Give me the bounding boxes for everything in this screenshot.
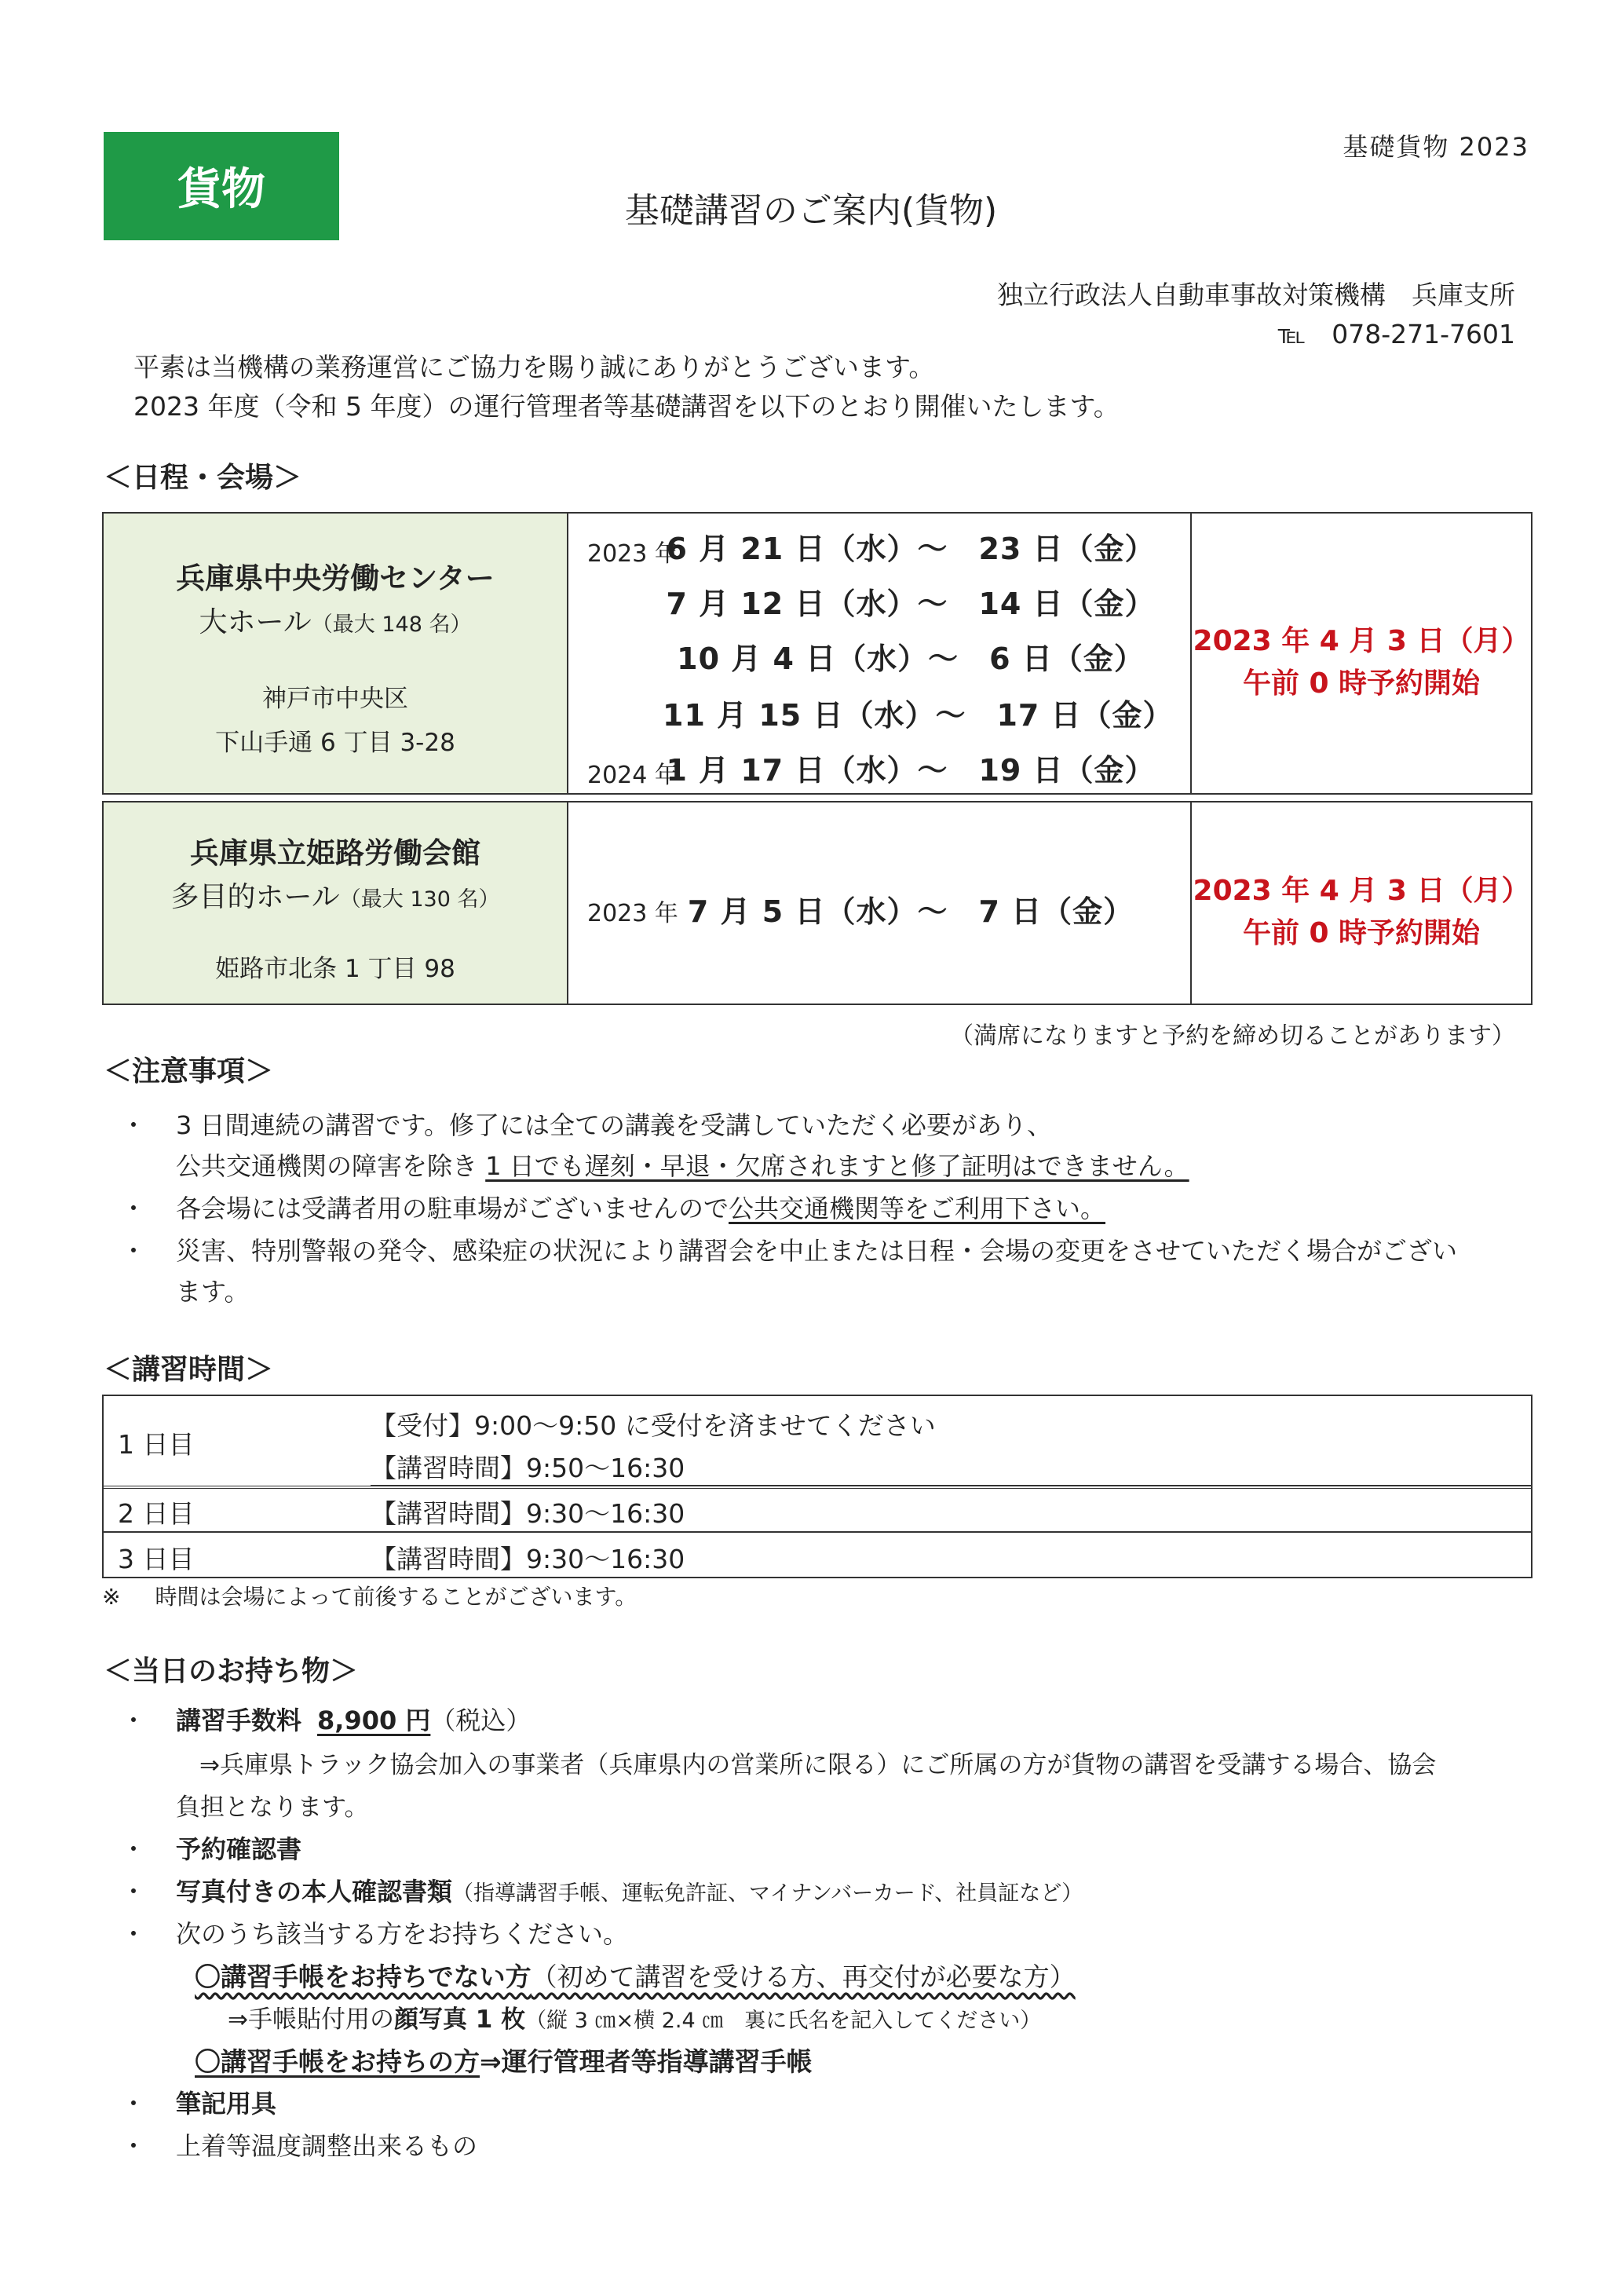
item-reservation-confirmation: 予約確認書 <box>176 1834 302 1864</box>
notice-1-line-1: 3 日間連続の講習です。修了には全ての講義を受講していただく必要があり、 <box>176 1110 1052 1140</box>
reservation-date: 2023 年 4 月 3 日（月） <box>1193 875 1530 907</box>
hours-row-day-1 <box>104 1396 1531 1486</box>
session-date: 11 月 15 日（水）～ 17 日（金） <box>663 698 1174 733</box>
reservation-time: 午前 0 時予約開始 <box>1242 667 1481 700</box>
day-label: 1 日目 <box>118 1429 195 1460</box>
document-code: 基礎貨物 2023 <box>1343 132 1529 162</box>
reservation-cell <box>1192 514 1531 793</box>
hours-table <box>102 1395 1532 1578</box>
bullet: ・ <box>121 1919 147 1949</box>
lecture-time: 【講習時間】9:50～16:30 <box>371 1448 1531 1486</box>
lecture-time: 【講習時間】9:30～16:30 <box>371 1544 685 1574</box>
dates-cell <box>568 514 1192 793</box>
reception-time: 【受付】9:00～9:50 に受付を済ませてください <box>371 1410 936 1441</box>
schedule-table-himeji <box>102 801 1532 1005</box>
venue-address: 下山手通 6 丁目 3-28 <box>215 729 455 757</box>
venue-city: 神戸市中央区 <box>262 685 408 713</box>
reservation-time: 午前 0 時予約開始 <box>1242 917 1481 949</box>
year-label: 2023 年 <box>587 900 678 927</box>
bullet: ・ <box>121 1110 147 1140</box>
bullet: ・ <box>121 1834 147 1864</box>
schedule-heading: ＜日程・会場＞ <box>104 462 302 494</box>
telephone: ℡ 078-271-7601 <box>1277 319 1515 349</box>
fee-line: 講習手数料 8,900 円（税込） <box>176 1706 532 1735</box>
session-date: 7 月 12 日（水）～ 14 日（金） <box>666 587 1156 621</box>
day-label: 2 日目 <box>118 1498 195 1529</box>
case-has-handbook: 〇講習手帳をお持ちの方⇒運行管理者等指導講習手帳 <box>195 2046 813 2077</box>
case-no-handbook: 〇講習手帳をお持ちでない方（初めて講習を受ける方、再交付が必要な方） <box>195 1961 1076 1992</box>
notice-1-line-2: 公共交通機関の障害を除き 1 日でも遅刻・早退・欠席されますと修了証明はできません。 <box>176 1151 1189 1181</box>
notice-2: 各会場には受講者用の駐車場がございませんので公共交通機関等をご利用下さい。 <box>176 1194 1106 1223</box>
day-label: 3 日目 <box>118 1544 195 1574</box>
venue-address: 姫路市北条 1 丁目 98 <box>215 955 455 983</box>
item-writing-tools: 筆記用具 <box>176 2089 277 2119</box>
intro-line-1: 平素は当機構の業務運営にご協力を賜り誠にありがとうございます。 <box>133 352 935 382</box>
intro-line-2: 2023 年度（令和 5 年度）の運行管理者等基礎講習を以下のとおり開催いたします。 <box>133 391 1120 422</box>
session-date: 6 月 21 日（水）～ 23 日（金） <box>666 532 1156 566</box>
case-no-handbook-photo: ⇒手帳貼付用の顔写真 1 枚（縦 3 ㎝×横 2.4 ㎝ 裏に氏名を記入してください） <box>228 2005 1042 2034</box>
dates-cell <box>568 803 1192 1004</box>
session-date: 7 月 5 日（水）～ 7 日（金） <box>687 894 1134 929</box>
bullet: ・ <box>121 1236 147 1266</box>
bullet: ・ <box>121 2131 147 2161</box>
venue-hall: 大ホール（最大 148 名） <box>199 606 472 638</box>
item-which-applies: 次のうち該当する方をお持ちください。 <box>176 1919 629 1949</box>
year-label: 2024 年 <box>587 762 678 789</box>
bullet: ・ <box>121 2089 147 2119</box>
venue-name: 兵庫県立姫路労働会館 <box>190 836 480 870</box>
venue-hall: 多目的ホール（最大 130 名） <box>170 881 500 913</box>
page-title: 基礎講習のご案内(貨物) <box>624 191 998 231</box>
item-photo-id: 写真付きの本人確認書類（指導講習手帳、運転免許証、マイナンバーカード、社員証など） <box>176 1877 1083 1907</box>
bring-heading: ＜当日のお持ち物＞ <box>104 1655 359 1687</box>
notice-3-line-1: 災害、特別警報の発令、感染症の状況により講習会を中止または日程・会場の変更をさせていただく場合がござい <box>176 1236 1458 1266</box>
fee-note-line-1: ⇒兵庫県トラック協会加入の事業者（兵庫県内の営業所に限る）にご所属の方が貨物の講習を受講する場合、協会 <box>199 1751 1437 1779</box>
hours-heading: ＜講習時間＞ <box>104 1354 274 1386</box>
organization-name: 独立行政法人自動車事故対策機構 兵庫支所 <box>997 280 1515 310</box>
bullet: ・ <box>121 1877 147 1907</box>
venue-cell <box>104 514 568 793</box>
notice-3-line-2: ます。 <box>176 1277 250 1307</box>
item-clothing: 上着等温度調整出来るもの <box>176 2131 478 2161</box>
venue-name: 兵庫県中央労働センター <box>176 561 495 595</box>
notices-heading: ＜注意事項＞ <box>104 1055 274 1088</box>
fee-note-line-2: 負担となります。 <box>176 1793 369 1822</box>
category-badge: 貨物 <box>104 132 339 240</box>
hours-note: ※ 時間は会場によって前後することがございます。 <box>102 1584 637 1610</box>
reservation-cell <box>1192 803 1531 1004</box>
reservation-date: 2023 年 4 月 3 日（月） <box>1193 625 1530 657</box>
bullet: ・ <box>121 1194 147 1223</box>
venue-cell <box>104 803 568 1004</box>
schedule-note: （満席になりますと予約を締め切ることがあります） <box>950 1022 1515 1050</box>
lecture-time: 【講習時間】9:30～16:30 <box>371 1498 685 1529</box>
bullet: ・ <box>121 1706 147 1735</box>
year-label: 2023 年 <box>587 540 678 568</box>
session-date: 10 月 4 日（水）～ 6 日（金） <box>677 642 1145 676</box>
session-date: 1 月 17 日（水）～ 19 日（金） <box>666 753 1156 788</box>
hours-row-day-2 <box>104 1486 1531 1531</box>
schedule-table-kobe <box>102 512 1532 795</box>
hours-row-day-3 <box>104 1531 1531 1577</box>
